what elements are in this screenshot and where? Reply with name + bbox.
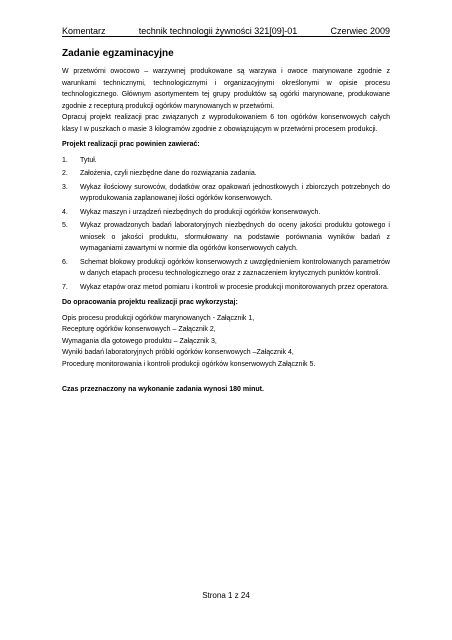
time-note: Czas przeznaczony na wykonanie zadania wynosi 180 minut. <box>62 386 264 393</box>
intro-paragraph-1: W przetwórni owocowo – warzywnej produkowane są warzywa i owoce marynowane zgodnie z warunkami technicznymi, technologicznymi i organizacyjnymi określonymi w opisie procesu technologicznego. Głównym asortymentem tej grupy produktów są ogórki marynowane, produkowane zgodnie z recepturą produkcji ogórków marynowanych w przetwórni. <box>62 68 390 110</box>
list-number: 2. <box>62 170 68 177</box>
header-left: Komentarz <box>62 26 106 36</box>
list-number: 6. <box>62 258 68 266</box>
list-number: 3. <box>62 183 68 191</box>
list-text: Wykaz etapów oraz metod pomiaru i kontroli w procesie produkcji monitorowanych przez operatora. <box>80 283 389 291</box>
page-number: Strona 1 z 24 <box>202 591 250 600</box>
requirements-list <box>62 155 390 294</box>
list-item <box>62 155 390 167</box>
header-center: technik technologii żywności 321[09]-01 <box>138 26 298 36</box>
list-text: Schemat blokowy produkcji ogórków konserwowych z uwzględnieniem kontrolowanych parametrów w danych etapach procesu technologicznego oraz z zaznaczeniem krytycznych punktów kontroli. <box>80 258 390 277</box>
header-right: Czerwiec 2009 <box>330 26 390 36</box>
list-text: Tytuł. <box>80 156 97 164</box>
list-text: Wykaz prowadzonych badań laboratoryjnych niezbędnych do oceny jakości produktu gotowego i wniosek o jakości produktu, sformułowany na podstawie porównania wyników badań z wymaganiami zawartymi w normie dla ogórków konserwowych całych. <box>80 222 390 252</box>
intro-paragraph-2: Opracuj projekt realizacji prac związanych z wyprodukowaniem 6 ton ogórków konserwowych całych klasy I w puszkach o masie 3 kilogramów zgodnie z obowiązującym w przetwórni procesem produkcji. <box>62 114 390 133</box>
material-item: Wyniki badań laboratoryjnych próbki ogórków konserwowych –Załącznik 4, <box>62 349 294 356</box>
materials-heading: Do opracowania projektu realizacji prac wykorzystaj: <box>62 299 238 306</box>
list-number: 4. <box>62 208 68 216</box>
material-item: Opis procesu produkcji ogórków marynowanych - Załącznik 1, <box>62 314 255 322</box>
list-item <box>62 182 390 205</box>
list-text: Wykaz ilościowy surowców, dodatków oraz opakowań jednostkowych i zbiorczych potrzebnych do wyprodukowania zaplanowanej ilości ogórków konserwowych. <box>80 183 390 202</box>
list-item <box>62 257 390 280</box>
material-item: Recepturę ogórków konserwowych – Załącznik 2, <box>62 326 216 333</box>
list-text: Założenia, czyli niezbędne dane do rozwiązania zadania. <box>80 170 257 177</box>
list-item <box>62 220 390 255</box>
list-number: 7. <box>62 283 68 291</box>
list-text: Wykaz maszyn i urządzeń niezbędnych do produkcji ogórków konserwowych. <box>80 208 321 216</box>
list-item <box>62 282 390 294</box>
project-heading: Projekt realizacji prac powinien zawierać: <box>62 141 200 148</box>
list-number: 1. <box>62 156 68 164</box>
page-body <box>62 47 390 396</box>
list-number: 5. <box>62 222 68 229</box>
materials-list <box>62 313 390 371</box>
header-rule <box>62 36 390 37</box>
page-header <box>62 23 390 36</box>
material-item: Wymagania dla gotowego produktu – Załącznik 3, <box>62 337 217 345</box>
list-item <box>62 207 390 219</box>
material-item: Procedurę monitorowania i kontroli produkcji ogórków konserwowych Załącznik 5. <box>62 360 316 368</box>
document-title: Zadanie egzaminacyjne <box>62 48 174 59</box>
list-item <box>62 168 390 180</box>
